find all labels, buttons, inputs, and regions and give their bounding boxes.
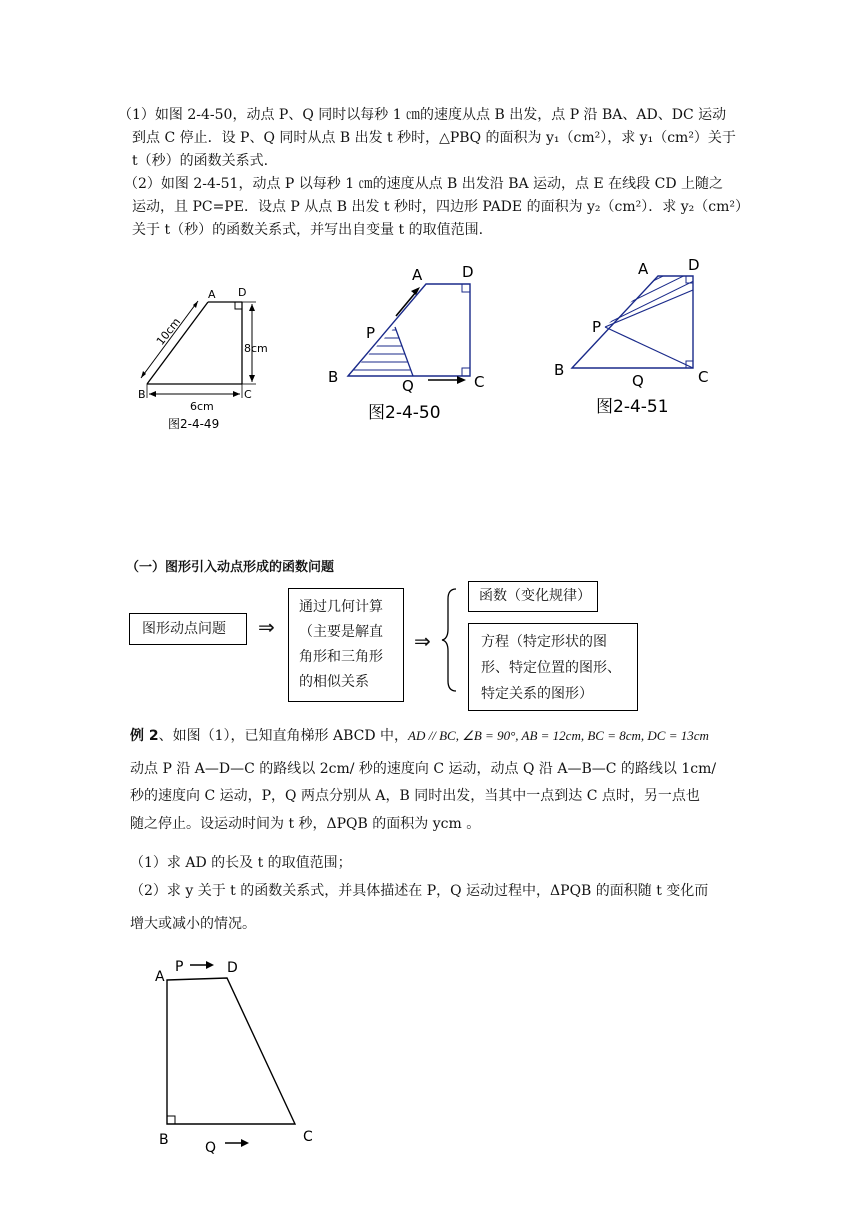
example2-intro: 、如图（1），已知直角梯形 ABCD 中， [158,728,409,744]
example2-line2: 动点 P 沿 A—D—C 的路线以 2cm/ 秒的速度向 C 运动，动点 Q 沿 A—B—C 的路线以 1cm/ [130,761,717,777]
flow-box2-line4: 的相似关系 [299,674,369,690]
fig50-label-b: B [328,368,339,386]
problem1-part1-line1: （1）如图 2-4-50，动点 P、Q 同时以每秒 1 ㎝的速度从点 B 出发，点 P 沿 BA、AD、DC 运动 [118,107,727,123]
section-heading: （一）图形引入动点形成的函数问题 [126,560,335,575]
example2-question2-line1: （2）求 y 关于 t 的函数关系式，并具体描述在 P，Q 运动过程中，ΔPQB 的面积随 t 变化而 [130,883,709,899]
fig51-label-b: B [554,361,565,379]
flow-box-figure-dynamic-point: 图形动点问题 [129,613,247,645]
problem1-part2-line1: （2）如图 2-4-51，动点 P 以每秒 1 ㎝的速度从点 B 出发沿 BA 运动，点 E 在线段 CD 上随之 [124,176,724,192]
flow-arrow-2: ⇒ [414,629,431,653]
ex2-label-c: C [303,1129,313,1145]
problem1-part1-line2: 到点 C 停止．设 P、Q 同时从点 B 出发 t 秒时，△PBQ 的面积为 y₁（cm²），求 y₁（cm²）关于 [132,130,736,146]
problem1-part1-line3: t（秒）的函数关系式. [132,153,269,169]
example2-line3: 秒的速度向 C 运动，P，Q 两点分别从 A，B 同时出发，当其中一点到达 C 点时，另一点也 [130,788,700,804]
flow-box4-line2: 形、特定位置的图形、 [481,660,621,676]
fig50-label-p: P [366,324,376,342]
fig50-caption: 图2-4-50 [368,403,441,423]
example2-question2-line2: 增大或减小的情况。 [130,916,256,932]
fig49-label-a: A [208,288,216,301]
fig49-label-d: D [238,286,247,299]
problem1-part2-line2: 运动，且 PC=PE．设点 P 从点 B 出发 t 秒时，四边形 PADE 的面积为 y₂（cm²）．求 y₂（cm²） [132,199,749,215]
example2-label: 例 2 [130,728,159,744]
flow-arrow-1: ⇒ [258,615,275,639]
fig51-label-q: Q [632,372,644,390]
example2-given: AD // BC, ∠B = 90°, AB = 12cm, BC = 8cm, DC = 13cm [408,728,709,743]
fig49-length-ab: 10cm [153,315,184,348]
figure-2-4-51 [548,252,728,422]
fig50-label-q: Q [402,377,414,395]
fig49-label-b: B [138,388,146,401]
fig50-label-d: D [462,263,474,281]
example2-line4: 随之停止。设运动时间为 t 秒，ΔPQB 的面积为 ycm 。 [130,816,481,832]
fig51-label-d: D [688,256,700,274]
figure-example2-trapezoid [145,955,335,1165]
fig51-label-c: C [698,368,709,386]
ex2-label-p: P [175,959,184,975]
fig51-label-a: A [638,260,649,278]
flow-box2-line3: 角形和三角形 [299,649,383,665]
fig49-length-bc: 6cm [190,400,214,413]
ex2-label-d: D [227,960,238,976]
ex2-label-b: B [159,1132,169,1148]
problem1-part2-line3: 关于 t（秒）的函数关系式，并写出自变量 t 的取值范围. [132,222,484,238]
example2-question1: （1）求 AD 的长及 t 的取值范围； [130,855,352,871]
flow-box4-line3: 特定关系的图形） [481,686,593,702]
example2-first-line [130,725,709,747]
fig49-length-dc: 8cm [244,342,268,355]
fig51-caption: 图2-4-51 [596,397,669,417]
flow-box-equation [468,623,638,711]
ex2-label-a: A [155,969,165,985]
fig50-label-c: C [474,373,485,391]
flow-box-function: 函数（变化规律） [468,581,598,612]
flow-box2-line1: 通过几何计算 [299,599,383,615]
flow-brace [440,587,460,693]
flow-box2-line2: （主要是解直 [299,624,383,640]
figure-2-4-50 [318,258,493,428]
fig49-caption: 图2-4-49 [168,417,220,431]
fig50-label-a: A [412,266,423,284]
figure-2-4-49 [130,280,280,440]
fig51-label-p: P [592,318,602,336]
flow-box4-line1: 方程（特定形状的图 [481,634,607,650]
fig49-label-c: C [244,388,252,401]
flow-box-geometry-calc [288,588,404,702]
ex2-label-q: Q [205,1140,217,1156]
